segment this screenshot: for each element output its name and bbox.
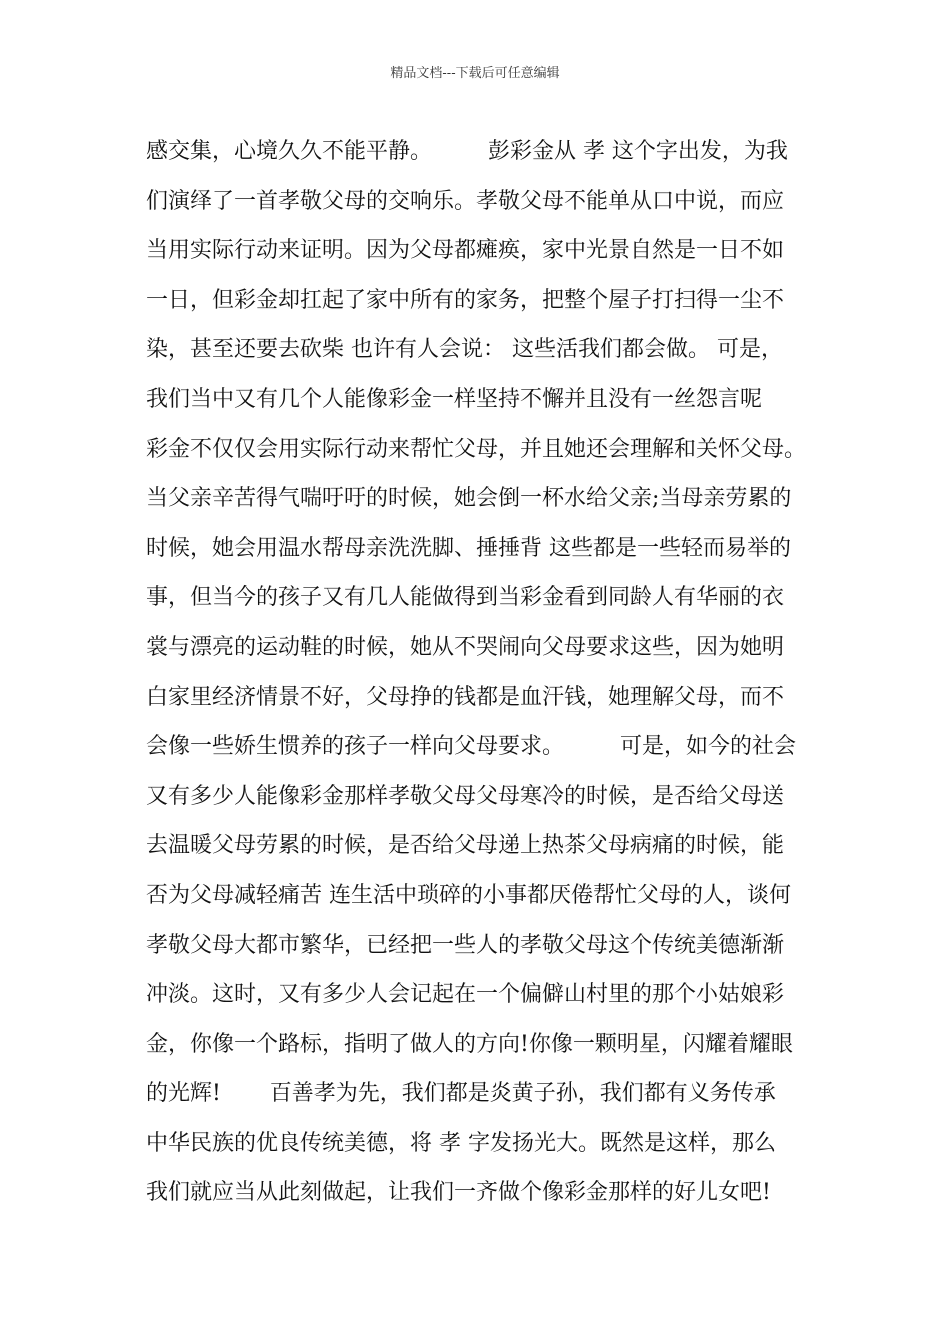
text-line: 否为父母减轻痛苦 连生活中琐碎的小事都厌倦帮忙父母的人，谈何 [146,882,791,908]
text-line: 中华民族的优良传统美德，将 孝 字发扬光大。既然是这样，那么 [146,1130,776,1156]
text-line: 孝敬父母大都市繁华，已经把一些人的孝敬父母这个传统美德渐渐 [146,932,785,958]
page-header: 精品文档---下载后可任意编辑 [390,66,560,81]
text-line: 会像一些娇生惯养的孩子一样向父母要求。 可是，如今的社会 [146,734,796,760]
text-line: 一日，但彩金却扛起了家中所有的家务，把整个屋子打扫得一尘不 [146,287,785,313]
text-line: 事，但当今的孩子又有几人能做得到当彩金看到同龄人有华丽的衣 [146,585,785,611]
text-line: 染，甚至还要去砍柴 也许有人会说： 这些活我们都会做。 可是， [146,337,783,363]
text-line: 白家里经济情景不好，父母挣的钱都是血汗钱，她理解父母，而不 [146,684,785,710]
text-line: 时候，她会用温水帮母亲洗洗脚、捶捶背 这些都是一些轻而易举的 [146,535,791,561]
text-line: 我们就应当从此刻做起，让我们一齐做个像彩金那样的好儿女吧! [146,1180,771,1206]
text-line: 金，你像一个路标，指明了做人的方向!你像一颗明星，闪耀着耀眼 [146,1031,793,1057]
text-line: 感交集，心境久久不能平静。 彭彩金从 孝 这个字出发，为我 [146,139,788,164]
text-line: 又有多少人能像彩金那样孝敬父母父母寒冷的时候，是否给父母送 [146,783,785,809]
text-line: 彩金不仅仅会用实际行动来帮忙父母，并且她还会理解和关怀父母。 [146,436,807,462]
text-line: 去温暖父母劳累的时候，是否给父母递上热茶父母病痛的时候，能 [146,833,785,859]
body-text [146,131,826,1222]
text-line: 我们当中又有几个人能像彩金一样坚持不懈并且没有一丝怨言呢 [146,386,763,412]
text-line: 当用实际行动来证明。因为父母都瘫痪，家中光景自然是一日不如 [146,238,785,264]
text-line: 们演绎了一首孝敬父母的交响乐。孝敬父母不能单从口中说，而应 [146,188,785,214]
text-line: 当父亲辛苦得气喘吁吁的时候，她会倒一杯水给父亲;当母亲劳累的 [146,486,792,512]
text-line: 冲淡。这时，又有多少人会记起在一个偏僻山村里的那个小姑娘彩 [146,982,785,1008]
text-line: 的光辉! 百善孝为先，我们都是炎黄子孙，我们都有义务传承 [146,1081,776,1107]
text-line: 裳与漂亮的运动鞋的时候，她从不哭闹向父母要求这些，因为她明 [146,634,785,660]
